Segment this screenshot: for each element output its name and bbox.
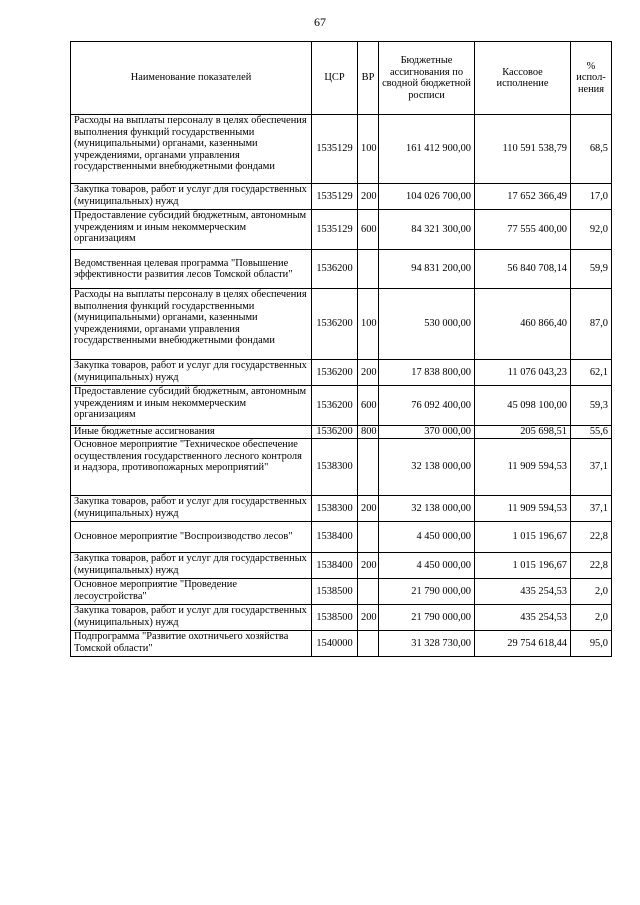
cell-budget: 530 000,00: [379, 289, 475, 360]
cell-budget: 17 838 800,00: [379, 360, 475, 386]
cell-cash: 460 866,40: [475, 289, 571, 360]
cell-name: Закупка товаров, работ и услуг для государственных (муниципальных) нужд: [71, 360, 312, 386]
table-row: [71, 184, 612, 210]
cell-vr: 200: [358, 184, 379, 210]
table-header-row: [71, 42, 612, 115]
cell-vr: [358, 579, 379, 605]
cell-pct: 2,0: [571, 579, 612, 605]
cell-vr: 200: [358, 496, 379, 522]
cell-pct: 87,0: [571, 289, 612, 360]
cell-budget: 31 328 730,00: [379, 631, 475, 657]
header-pct: % испол-нения: [571, 42, 612, 115]
cell-cash: 11 909 594,53: [475, 439, 571, 496]
cell-cash: 110 591 538,79: [475, 115, 571, 184]
table-row: [71, 426, 612, 439]
cell-name: Закупка товаров, работ и услуг для государственных (муниципальных) нужд: [71, 184, 312, 210]
cell-budget: 104 026 700,00: [379, 184, 475, 210]
cell-cash: 45 098 100,00: [475, 386, 571, 426]
cell-name: Закупка товаров, работ и услуг для государственных (муниципальных) нужд: [71, 605, 312, 631]
cell-budget: 76 092 400,00: [379, 386, 475, 426]
table-row: [71, 579, 612, 605]
cell-budget: 370 000,00: [379, 426, 475, 439]
cell-cash: 1 015 196,67: [475, 553, 571, 579]
cell-vr: 200: [358, 605, 379, 631]
cell-pct: 59,9: [571, 250, 612, 289]
cell-cash: 29 754 618,44: [475, 631, 571, 657]
cell-vr: 200: [358, 360, 379, 386]
cell-name: Ведомственная целевая программа "Повышение эффективности развития лесов Томской области": [71, 250, 312, 289]
cell-cash: 435 254,53: [475, 579, 571, 605]
cell-budget: 4 450 000,00: [379, 553, 475, 579]
cell-csr: 1535129: [312, 210, 358, 250]
cell-name: Закупка товаров, работ и услуг для государственных (муниципальных) нужд: [71, 496, 312, 522]
cell-csr: 1538300: [312, 439, 358, 496]
table-row: [71, 496, 612, 522]
header-name: Наименование показателей: [71, 42, 312, 115]
cell-cash: 17 652 366,49: [475, 184, 571, 210]
page-number: 67: [314, 15, 326, 29]
cell-cash: 77 555 400,00: [475, 210, 571, 250]
cell-pct: 17,0: [571, 184, 612, 210]
table-row: [71, 522, 612, 553]
cell-csr: 1538500: [312, 605, 358, 631]
table-row: [71, 360, 612, 386]
cell-csr: 1536200: [312, 426, 358, 439]
cell-budget: 32 138 000,00: [379, 496, 475, 522]
cell-pct: 59,3: [571, 386, 612, 426]
cell-vr: [358, 250, 379, 289]
table-row: [71, 289, 612, 360]
cell-vr: 600: [358, 210, 379, 250]
cell-csr: 1536200: [312, 289, 358, 360]
table-row: [71, 250, 612, 289]
cell-csr: 1536200: [312, 250, 358, 289]
cell-vr: [358, 439, 379, 496]
table-row: [71, 210, 612, 250]
table-row: [71, 605, 612, 631]
cell-pct: 22,8: [571, 553, 612, 579]
table-row: [71, 631, 612, 657]
header-budget: Бюджетные ассигнования по сводной бюджетной росписи: [379, 42, 475, 115]
cell-budget: 21 790 000,00: [379, 579, 475, 605]
header-cash: Кассовое исполнение: [475, 42, 571, 115]
cell-pct: 2,0: [571, 605, 612, 631]
cell-name: Иные бюджетные ассигнования: [71, 426, 312, 439]
cell-budget: 161 412 900,00: [379, 115, 475, 184]
header-vr: ВР: [358, 42, 379, 115]
cell-name: Подпрограмма "Развитие охотничьего хозяйства Томской области": [71, 631, 312, 657]
cell-vr: 100: [358, 115, 379, 184]
cell-pct: 92,0: [571, 210, 612, 250]
table-row: [71, 115, 612, 184]
cell-name: Основное мероприятие "Воспроизводство лесов": [71, 522, 312, 553]
cell-vr: [358, 522, 379, 553]
cell-cash: 1 015 196,67: [475, 522, 571, 553]
cell-pct: 68,5: [571, 115, 612, 184]
cell-cash: 435 254,53: [475, 605, 571, 631]
cell-pct: 95,0: [571, 631, 612, 657]
cell-vr: 200: [358, 553, 379, 579]
budget-execution-table: [70, 41, 612, 657]
table-row: [71, 439, 612, 496]
cell-csr: 1538400: [312, 522, 358, 553]
cell-vr: 800: [358, 426, 379, 439]
cell-name: Расходы на выплаты персоналу в целях обеспечения выполнения функций государственными (муниципальными) органами, казенными учреждениями, органами управления государственными внебюджетными фондами: [71, 115, 312, 184]
cell-name: Основное мероприятие "Техническое обеспечение осуществления государственного лесного контроля и надзора, противопожарных мероприятий": [71, 439, 312, 496]
cell-csr: 1538300: [312, 496, 358, 522]
cell-cash: 11 076 043,23: [475, 360, 571, 386]
cell-cash: 56 840 708,14: [475, 250, 571, 289]
cell-vr: [358, 631, 379, 657]
cell-pct: 37,1: [571, 439, 612, 496]
cell-budget: 84 321 300,00: [379, 210, 475, 250]
cell-cash: 11 909 594,53: [475, 496, 571, 522]
cell-budget: 21 790 000,00: [379, 605, 475, 631]
cell-vr: 100: [358, 289, 379, 360]
cell-csr: 1538400: [312, 553, 358, 579]
cell-pct: 62,1: [571, 360, 612, 386]
cell-name: Закупка товаров, работ и услуг для государственных (муниципальных) нужд: [71, 553, 312, 579]
header-csr: ЦСР: [312, 42, 358, 115]
cell-csr: 1536200: [312, 360, 358, 386]
cell-pct: 55,6: [571, 426, 612, 439]
cell-pct: 22,8: [571, 522, 612, 553]
cell-csr: 1540000: [312, 631, 358, 657]
cell-cash: 205 698,51: [475, 426, 571, 439]
cell-name: Расходы на выплаты персоналу в целях обеспечения выполнения функций государственными (муниципальными) органами, казенными учреждениями, органами управления государственными внебюджетными фондами: [71, 289, 312, 360]
cell-vr: 600: [358, 386, 379, 426]
cell-name: Предоставление субсидий бюджетным, автономным учреждениям и иным некоммерческим организациям: [71, 210, 312, 250]
cell-name: Основное мероприятие "Проведение лесоустройства": [71, 579, 312, 605]
cell-budget: 4 450 000,00: [379, 522, 475, 553]
cell-budget: 94 831 200,00: [379, 250, 475, 289]
cell-name: Предоставление субсидий бюджетным, автономным учреждениям и иным некоммерческим организациям: [71, 386, 312, 426]
cell-csr: 1536200: [312, 386, 358, 426]
table-row: [71, 553, 612, 579]
cell-csr: 1538500: [312, 579, 358, 605]
cell-budget: 32 138 000,00: [379, 439, 475, 496]
cell-csr: 1535129: [312, 184, 358, 210]
table-row: [71, 386, 612, 426]
cell-csr: 1535129: [312, 115, 358, 184]
cell-pct: 37,1: [571, 496, 612, 522]
